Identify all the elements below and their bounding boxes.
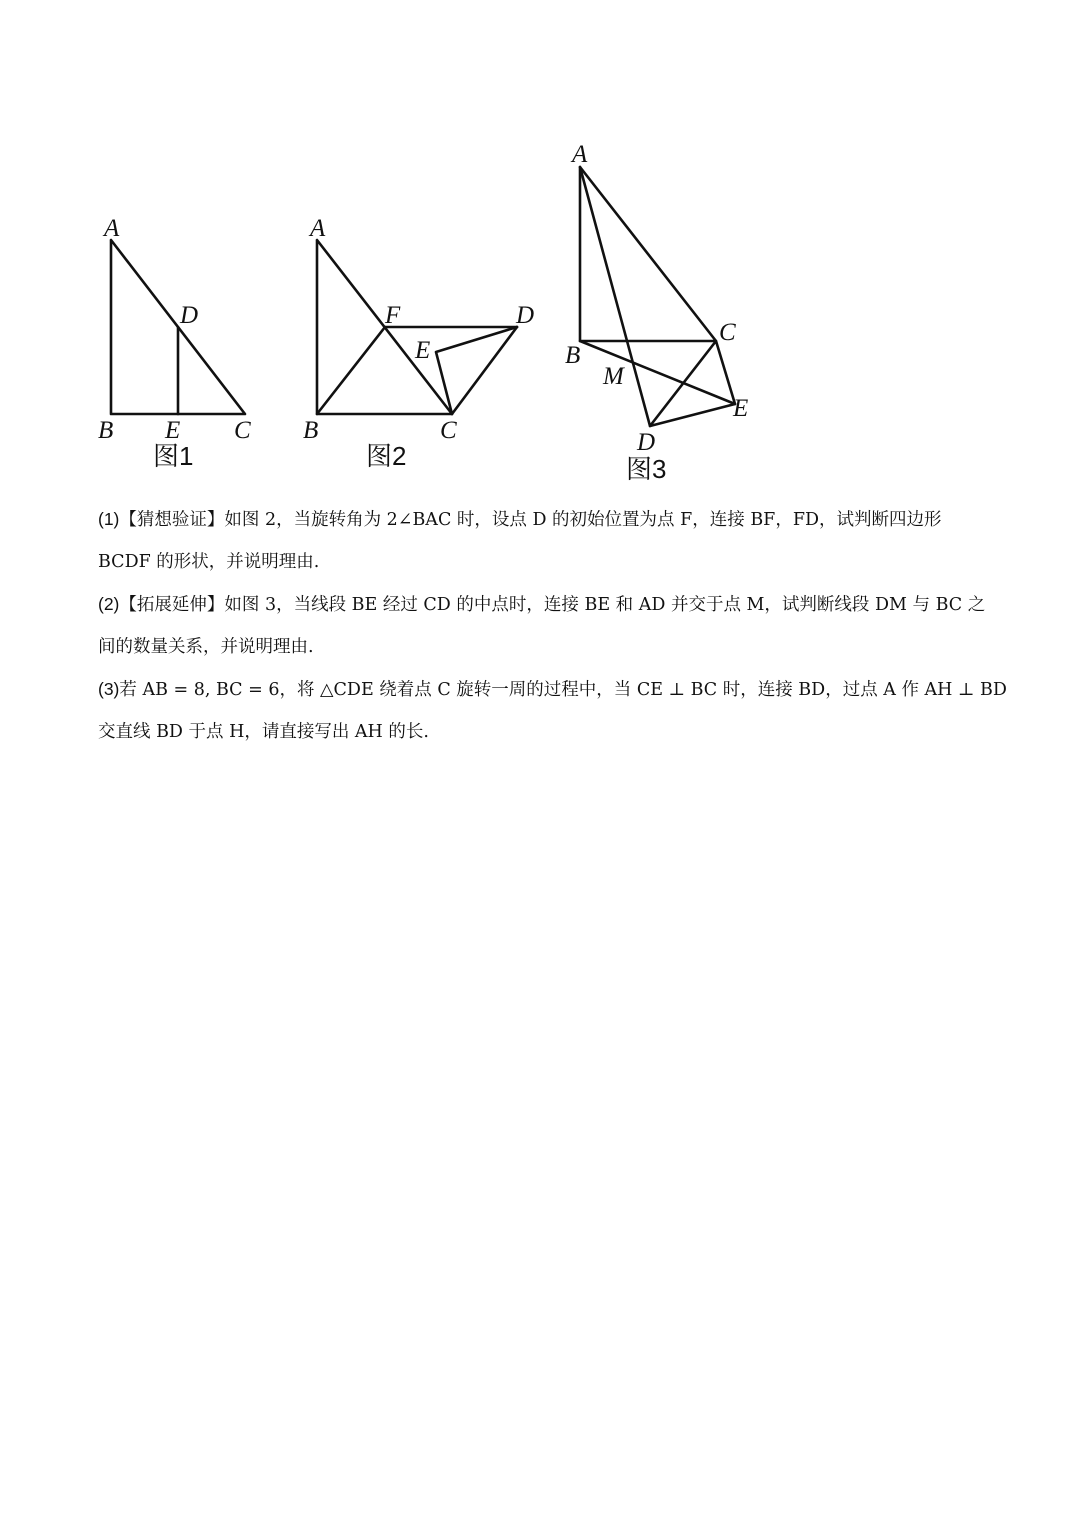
fig3-label-e: E	[733, 395, 749, 422]
fig3-label-d: D	[637, 429, 656, 456]
question-1-text-1: 【猜想验证】如图 2，当旋转角为 2∠BAC 时，设点 D 的初始位置为点 F，连接 BF，FD，试判断四边形	[119, 510, 942, 530]
question-2-number: (2)	[98, 594, 120, 614]
fig2-label-f: F	[385, 302, 401, 329]
question-1	[98, 498, 998, 583]
fig2-label-c: C	[440, 417, 457, 444]
question-3	[98, 668, 1007, 753]
fig2-label-b: B	[303, 417, 319, 444]
question-2-text-2: 间的数量关系，并说明理由.	[98, 637, 314, 657]
fig2-label-a: A	[310, 215, 326, 242]
figures-area	[0, 0, 1080, 500]
question-3-text-1: 若 AB = 8, BC = 6，将 △CDE 绕着点 C 旋转一周的过程中，当 CE ⊥ BC 时，连接 BD，过点 A 作 AH ⊥ BD	[119, 680, 1007, 700]
fig3-label-m: M	[603, 363, 624, 390]
question-2-text-1: 【拓展延伸】如图 3，当线段 BE 经过 CD 的中点时，连接 BE 和 AD 并交于点 M，试判断线段 DM 与 BC 之	[119, 595, 986, 615]
fig1-caption: 图1	[153, 441, 194, 471]
geometry-figures	[0, 0, 1080, 500]
fig2-label-d: D	[516, 302, 535, 329]
fig1-label-e: E	[165, 417, 181, 444]
fig1-label-a: A	[104, 215, 120, 242]
question-1-text-2: BCDF 的形状，并说明理由.	[98, 552, 320, 572]
question-1-number: (1)	[98, 509, 120, 529]
question-2-line-2	[98, 626, 998, 668]
fig2-caption: 图2	[366, 441, 407, 471]
fig3-label-b: B	[565, 342, 581, 369]
question-1-line-2	[98, 541, 998, 583]
fig1-label-d: D	[180, 302, 199, 329]
figure-3	[565, 141, 748, 484]
fig3-label-a: A	[572, 141, 588, 168]
question-3-number: (3)	[98, 679, 120, 699]
fig3-triangle-abc	[580, 167, 716, 341]
fig3-triangle-cde	[650, 341, 735, 426]
question-1-line-1	[98, 498, 998, 541]
fig1-label-b: B	[98, 417, 114, 444]
question-2-line-1	[98, 583, 998, 626]
question-3-line-2	[98, 711, 998, 753]
fig1-label-c: C	[234, 417, 251, 444]
fig3-label-c: C	[719, 319, 736, 346]
fig2-label-e: E	[415, 337, 431, 364]
fig3-caption: 图3	[626, 454, 667, 484]
figure-2	[303, 215, 534, 471]
figure-1	[98, 215, 251, 471]
question-2	[98, 583, 998, 668]
question-3-line-1	[98, 668, 1007, 711]
fig2-segment-dc	[452, 327, 517, 414]
fig2-triangle-cde	[436, 327, 517, 414]
fig2-segment-bf	[317, 327, 385, 414]
question-3-text-2: 交直线 BD 于点 H，请直接写出 AH 的长.	[98, 722, 429, 742]
